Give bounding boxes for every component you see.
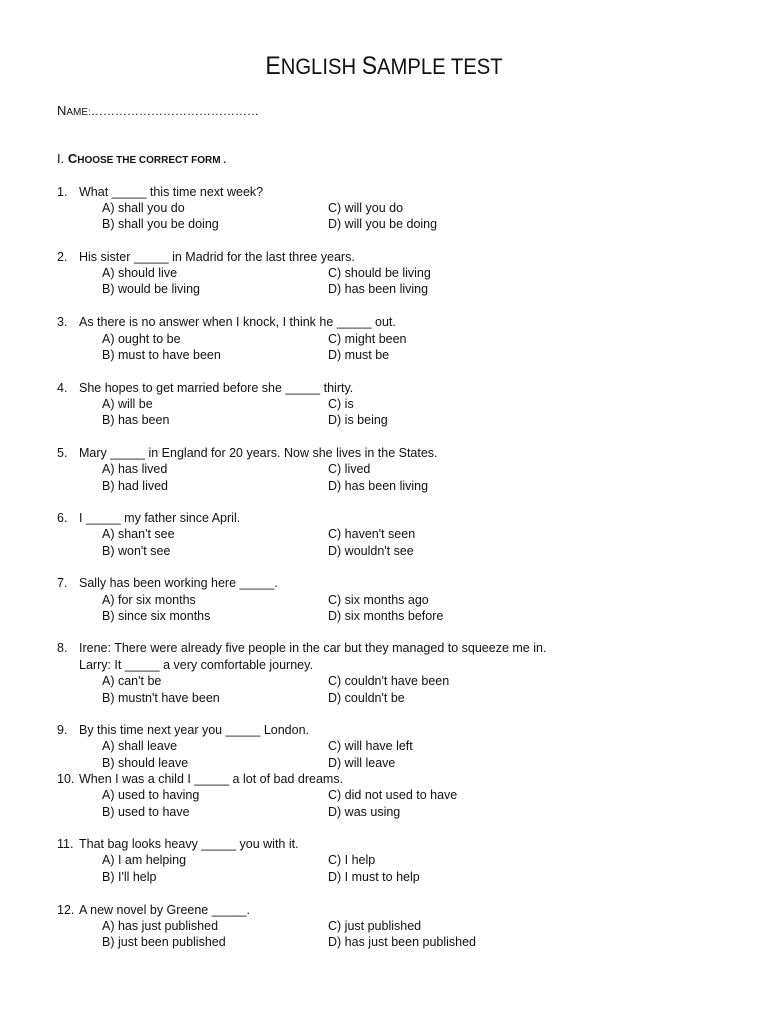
option-c: C) will you do bbox=[328, 201, 404, 215]
option-b: B) shall you be doing bbox=[102, 217, 219, 231]
question-stem: Mary _____ in England for 20 years. Now she lives in the States. bbox=[79, 446, 438, 460]
option-d: D) was using bbox=[328, 805, 401, 819]
option-c: C) lived bbox=[328, 462, 371, 476]
question-number: 1. bbox=[57, 185, 68, 199]
name-label-initial: N bbox=[57, 103, 67, 118]
question-number: 11. bbox=[57, 837, 74, 851]
question-stem: By this time next year you _____ London. bbox=[79, 723, 310, 737]
question-number: 2. bbox=[57, 250, 68, 264]
option-c: C) is bbox=[328, 397, 354, 411]
question-stem: That bag looks heavy _____ you with it. bbox=[79, 837, 299, 851]
option-d: D) is being bbox=[328, 413, 388, 427]
page-title bbox=[31, 52, 738, 81]
option-d: D) I must to help bbox=[328, 870, 420, 884]
option-b: B) since six months bbox=[102, 609, 211, 623]
option-c: C) should be living bbox=[328, 266, 431, 280]
question-number: 4. bbox=[57, 381, 68, 395]
question-stem: A new novel by Greene _____. bbox=[79, 903, 250, 917]
question-stem: When I was a child I _____ a lot of bad dreams. bbox=[79, 772, 344, 786]
option-d: D) must be bbox=[328, 348, 390, 362]
title-initial-s: S bbox=[361, 52, 378, 80]
option-a: A) for six months bbox=[102, 593, 196, 607]
title-part-1: NGLISH bbox=[280, 54, 362, 79]
option-a: A) ought to be bbox=[102, 332, 181, 346]
name-field bbox=[57, 103, 259, 118]
option-b: B) won't see bbox=[102, 544, 171, 558]
title-initial-e: E bbox=[265, 52, 281, 80]
section-numeral: I. bbox=[57, 151, 68, 166]
option-d: D) has been living bbox=[328, 282, 429, 296]
option-c: C) haven't seen bbox=[328, 527, 416, 541]
question-number: 5. bbox=[57, 446, 68, 460]
title-part-2: AMPLE TEST bbox=[377, 54, 503, 79]
option-b: B) must to have been bbox=[102, 348, 221, 362]
question-stem: As there is no answer when I knock, I think he _____ out. bbox=[79, 315, 396, 329]
option-d: D) has been living bbox=[328, 479, 429, 493]
option-b: B) would be living bbox=[102, 282, 200, 296]
question-number: 8. bbox=[57, 641, 68, 655]
question-stem: I _____ my father since April. bbox=[79, 511, 241, 525]
option-a: A) has lived bbox=[102, 462, 168, 476]
question-number: 10. bbox=[57, 772, 75, 786]
question-number: 7. bbox=[57, 576, 68, 590]
question-number: 12. bbox=[57, 903, 75, 917]
question-stem: What _____ this time next week? bbox=[79, 185, 264, 199]
option-c: C) might been bbox=[328, 332, 407, 346]
option-c: C) will have left bbox=[328, 739, 413, 753]
option-c: C) did not used to have bbox=[328, 788, 458, 802]
section-rest: HOOSE THE CORRECT FORM . bbox=[77, 155, 227, 166]
option-c: C) just published bbox=[328, 919, 422, 933]
option-c: C) six months ago bbox=[328, 593, 429, 607]
option-d: D) has just been published bbox=[328, 935, 477, 949]
option-b: B) just been published bbox=[102, 935, 226, 949]
option-a: A) has just published bbox=[102, 919, 219, 933]
question-number: 6. bbox=[57, 511, 68, 525]
name-label-rest: AME: bbox=[66, 107, 91, 118]
option-a: A) can't be bbox=[102, 674, 162, 688]
option-d: D) will you be doing bbox=[328, 217, 438, 231]
option-c: C) I help bbox=[328, 853, 376, 867]
option-b: B) had lived bbox=[102, 479, 169, 493]
name-dots: …………………………………… bbox=[90, 104, 259, 118]
option-d: D) wouldn't see bbox=[328, 544, 414, 558]
question-stem: His sister _____ in Madrid for the last three years. bbox=[79, 250, 355, 264]
option-b: B) has been bbox=[102, 413, 170, 427]
option-a: A) shall leave bbox=[102, 739, 178, 753]
option-a: A) will be bbox=[102, 397, 153, 411]
option-b: B) should leave bbox=[102, 756, 189, 770]
option-d: D) couldn't be bbox=[328, 691, 405, 705]
option-d: D) will leave bbox=[328, 756, 396, 770]
option-b: B) used to have bbox=[102, 805, 190, 819]
option-a: A) shan't see bbox=[102, 527, 175, 541]
question-number: 9. bbox=[57, 723, 68, 737]
option-a: A) shall you do bbox=[102, 201, 185, 215]
option-c: C) couldn't have been bbox=[328, 674, 450, 688]
option-a: A) used to having bbox=[102, 788, 200, 802]
section-heading bbox=[57, 151, 226, 166]
question-stem: She hopes to get married before she _____ thirty. bbox=[79, 381, 354, 395]
question-stem: Sally has been working here _____. bbox=[79, 576, 278, 590]
section-initial: C bbox=[67, 151, 78, 166]
option-d: D) six months before bbox=[328, 609, 444, 623]
question-stem-line-2: Larry: It _____ a very comfortable journey. bbox=[79, 658, 313, 672]
option-a: A) I am helping bbox=[102, 853, 187, 867]
option-a: A) should live bbox=[102, 266, 178, 280]
question-number: 3. bbox=[57, 315, 68, 329]
question-stem: Irene: There were already five people in the car but they managed to squeeze me in. bbox=[79, 641, 547, 655]
option-b: B) mustn't have been bbox=[102, 691, 220, 705]
option-b: B) I'll help bbox=[102, 870, 157, 884]
